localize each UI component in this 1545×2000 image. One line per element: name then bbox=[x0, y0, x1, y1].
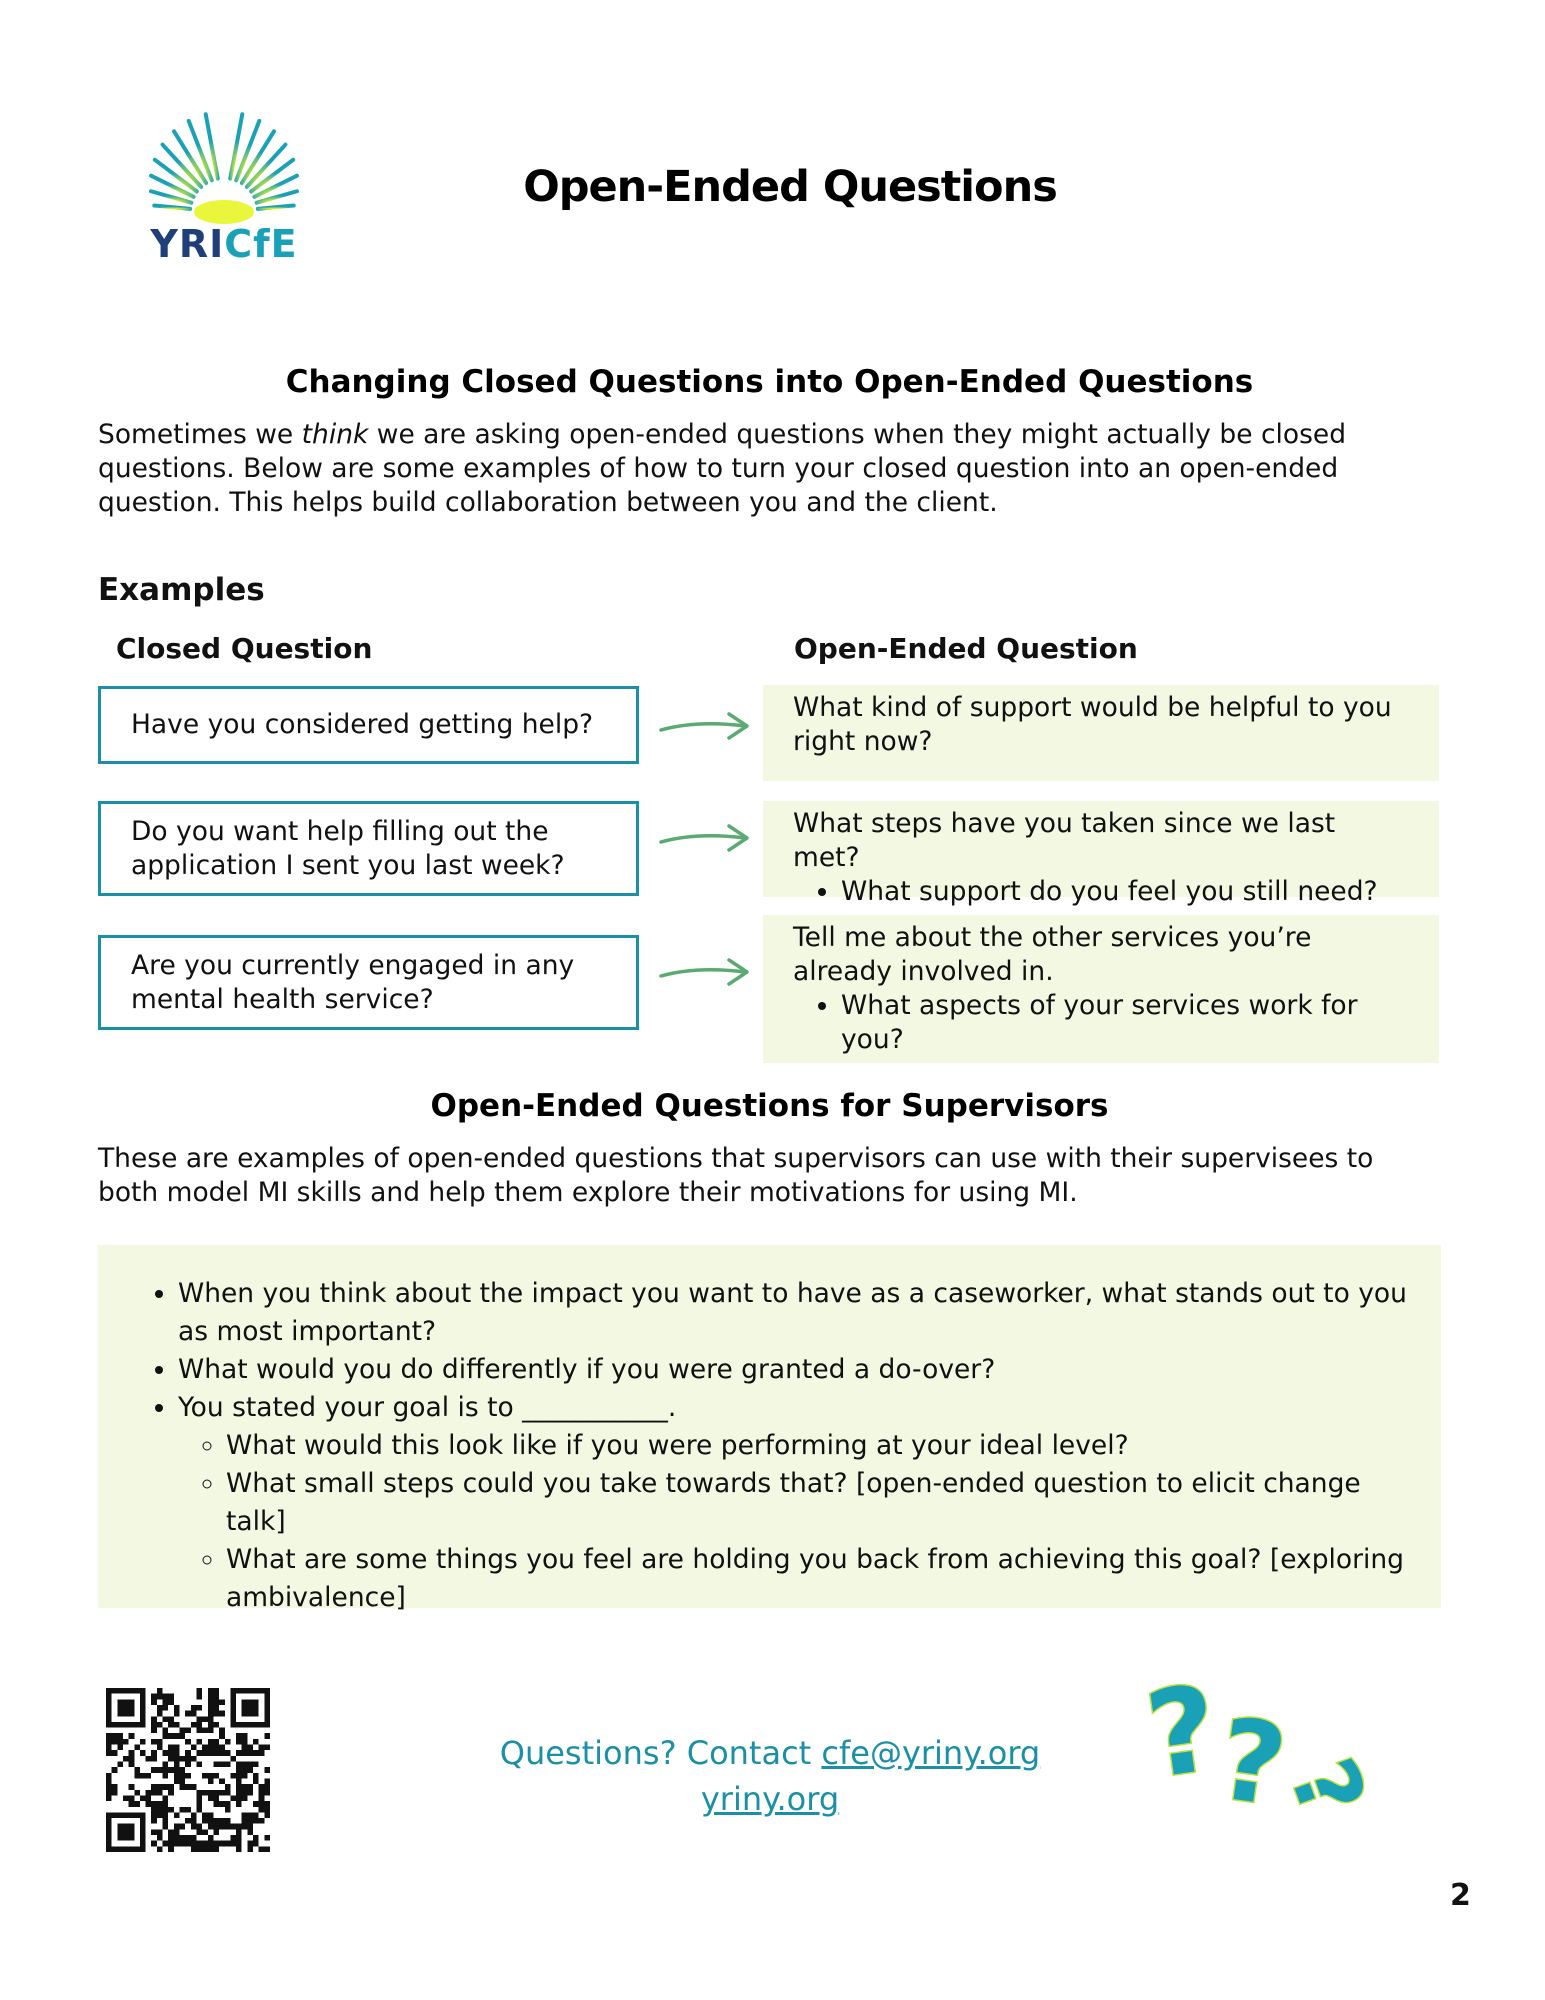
section-intro: Sometimes we think we are asking open-ended questions when they might actually be closed questions. Below are some examples of how to turn your closed question into an open-ended question. This helps build collaboration between you and the client. bbox=[98, 419, 1347, 518]
svg-text:?: ? bbox=[1268, 1745, 1386, 1831]
closed-question-box: Are you currently engaged in any mental health service? bbox=[98, 935, 639, 1030]
open-question-header: Open-Ended Question bbox=[794, 632, 1138, 665]
closed-question-box: Do you want help filling out the application I sent you last week? bbox=[98, 801, 639, 896]
contact-block bbox=[440, 1730, 1100, 1822]
list-item: • What would you do differently if you were granted a do-over? bbox=[178, 1351, 1411, 1389]
list-item: • You stated your goal is to ___________. ◦ What would this look like if you were performing at your ideal level? ◦ What small steps could you take towards that? [open-ended question to elicit change talk] ◦ What are some things you feel are holding you back from achieving this goal? [exploring ambivalence] bbox=[178, 1389, 1411, 1617]
supervisor-questions-box bbox=[98, 1245, 1441, 1613]
open-question-box bbox=[763, 685, 1439, 781]
svg-text:?: ? bbox=[1211, 1694, 1294, 1833]
page-title: Open-Ended Questions bbox=[523, 162, 1057, 212]
supervisors-intro: These are examples of open-ended questions that supervisors can use with their supervisees to both model MI skills and help them explore their motivations for using MI. bbox=[98, 1143, 1374, 1208]
website-link[interactable]: yriny.org bbox=[700, 1780, 840, 1818]
list-item: • When you think about the impact you want to have as a caseworker, what stands out to you as most important? bbox=[178, 1275, 1411, 1351]
open-question-bullet: • What aspects of your services work for you? bbox=[841, 989, 1409, 1057]
section-heading-changing: Changing Closed Questions into Open-Ended Questions bbox=[285, 364, 1254, 400]
qr-code-icon bbox=[106, 1688, 270, 1852]
arrow-right-icon bbox=[657, 706, 753, 746]
section-heading-supervisors: Open-Ended Questions for Supervisors bbox=[430, 1088, 1109, 1124]
open-question-box bbox=[763, 915, 1439, 1063]
arrow-right-icon bbox=[657, 818, 753, 858]
closed-question-header: Closed Question bbox=[116, 632, 373, 665]
sunburst-icon bbox=[148, 80, 300, 222]
yricfe-logo bbox=[148, 80, 300, 270]
question-marks-icon bbox=[1138, 1658, 1386, 1833]
open-question-bullet: • What support do you feel you still need? bbox=[841, 875, 1409, 909]
email-link[interactable]: cfe@yriny.org bbox=[821, 1734, 1041, 1772]
open-question-text: Tell me about the other services you’re already involved in. bbox=[793, 922, 1312, 987]
open-question-box bbox=[763, 801, 1439, 907]
sub-list-item: ◦ What would this look like if you were performing at your ideal level? bbox=[226, 1427, 1411, 1465]
page-number: 2 bbox=[1450, 1878, 1471, 1913]
open-question-text: What steps have you taken since we last met? bbox=[793, 808, 1336, 873]
contact-label: Questions? Contact bbox=[499, 1734, 822, 1772]
logo-wordmark: YRICfE bbox=[150, 222, 298, 266]
sub-list-item: ◦ What small steps could you take towards that? [open-ended question to elicit change talk] bbox=[226, 1465, 1411, 1541]
examples-heading: Examples bbox=[98, 572, 265, 608]
sub-list-item: ◦ What are some things you feel are holding you back from achieving this goal? [exploring ambivalence] bbox=[226, 1541, 1411, 1617]
open-question-text: What kind of support would be helpful to you right now? bbox=[793, 692, 1392, 757]
svg-text:?: ? bbox=[1138, 1658, 1226, 1805]
closed-question-box: Have you considered getting help? bbox=[98, 686, 639, 764]
arrow-right-icon bbox=[657, 952, 753, 992]
